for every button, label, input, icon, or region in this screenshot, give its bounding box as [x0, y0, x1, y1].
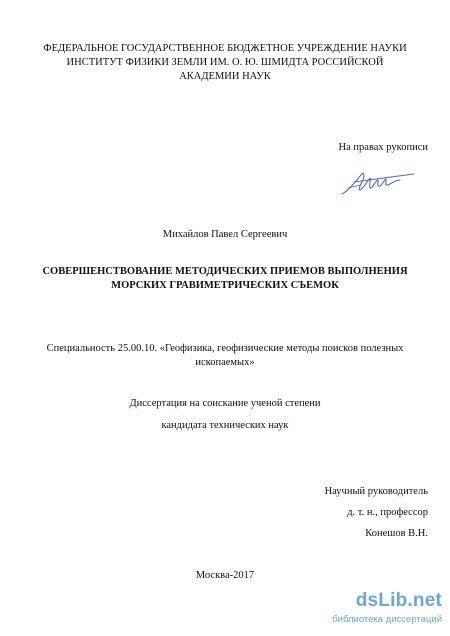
- title-line-2: МОРСКИХ ГРАВИМЕТРИЧЕСКИХ СЪЕМОК: [111, 280, 339, 291]
- specialty: [0, 342, 450, 370]
- place-year: Москва-2017: [195, 570, 255, 581]
- watermark-brand-main: dsLib: [355, 590, 408, 611]
- rights-note: На правах рукописи: [338, 142, 428, 153]
- handwritten-signature: [340, 168, 416, 198]
- title-line-1: СОВЕРШЕНСТВОВАНИЕ МЕТОДИЧЕСКИХ ПРИЕМОВ ВЫПОЛНЕНИЯ: [42, 266, 408, 277]
- watermark-brand-dot: .: [407, 590, 413, 611]
- watermark-brand: [356, 590, 442, 612]
- institution-header: [0, 42, 450, 84]
- author-name: Михайлов Павел Сергеевич: [162, 229, 288, 240]
- dslib-watermark: [334, 590, 444, 630]
- dissertation-title: [0, 265, 450, 293]
- specialty-line-2: ископаемых»: [195, 357, 255, 368]
- supervisor-degree: д. т. н., профессор: [347, 507, 428, 518]
- institution-line-1: ФЕДЕРАЛЬНОЕ ГОСУДАРСТВЕННОЕ БЮДЖЕТНОЕ УЧРЕЖДЕНИЕ НАУКИ: [43, 43, 407, 54]
- institution-line-3: АКАДЕМИИ НАУК: [179, 71, 271, 82]
- institution-line-2: ИНСТИТУТ ФИЗИКИ ЗЕМЛИ ИМ. О. Ю. ШМИДТА РОССИЙСКОЙ: [66, 57, 384, 68]
- watermark-brand-tld: net: [412, 590, 442, 611]
- specialty-line-1: Специальность 25.00.10. «Геофизика, геофизические методы поисков полезных: [46, 343, 404, 354]
- watermark-subtitle: библиотека диссертаций: [332, 614, 442, 625]
- supervisor-label: Научный руководитель: [324, 486, 428, 497]
- degree-line-2: кандидата технических наук: [161, 420, 289, 431]
- supervisor-name: Конешов В.Н.: [365, 528, 428, 539]
- degree-line-1: Диссертация на соискание ученой степени: [129, 398, 321, 409]
